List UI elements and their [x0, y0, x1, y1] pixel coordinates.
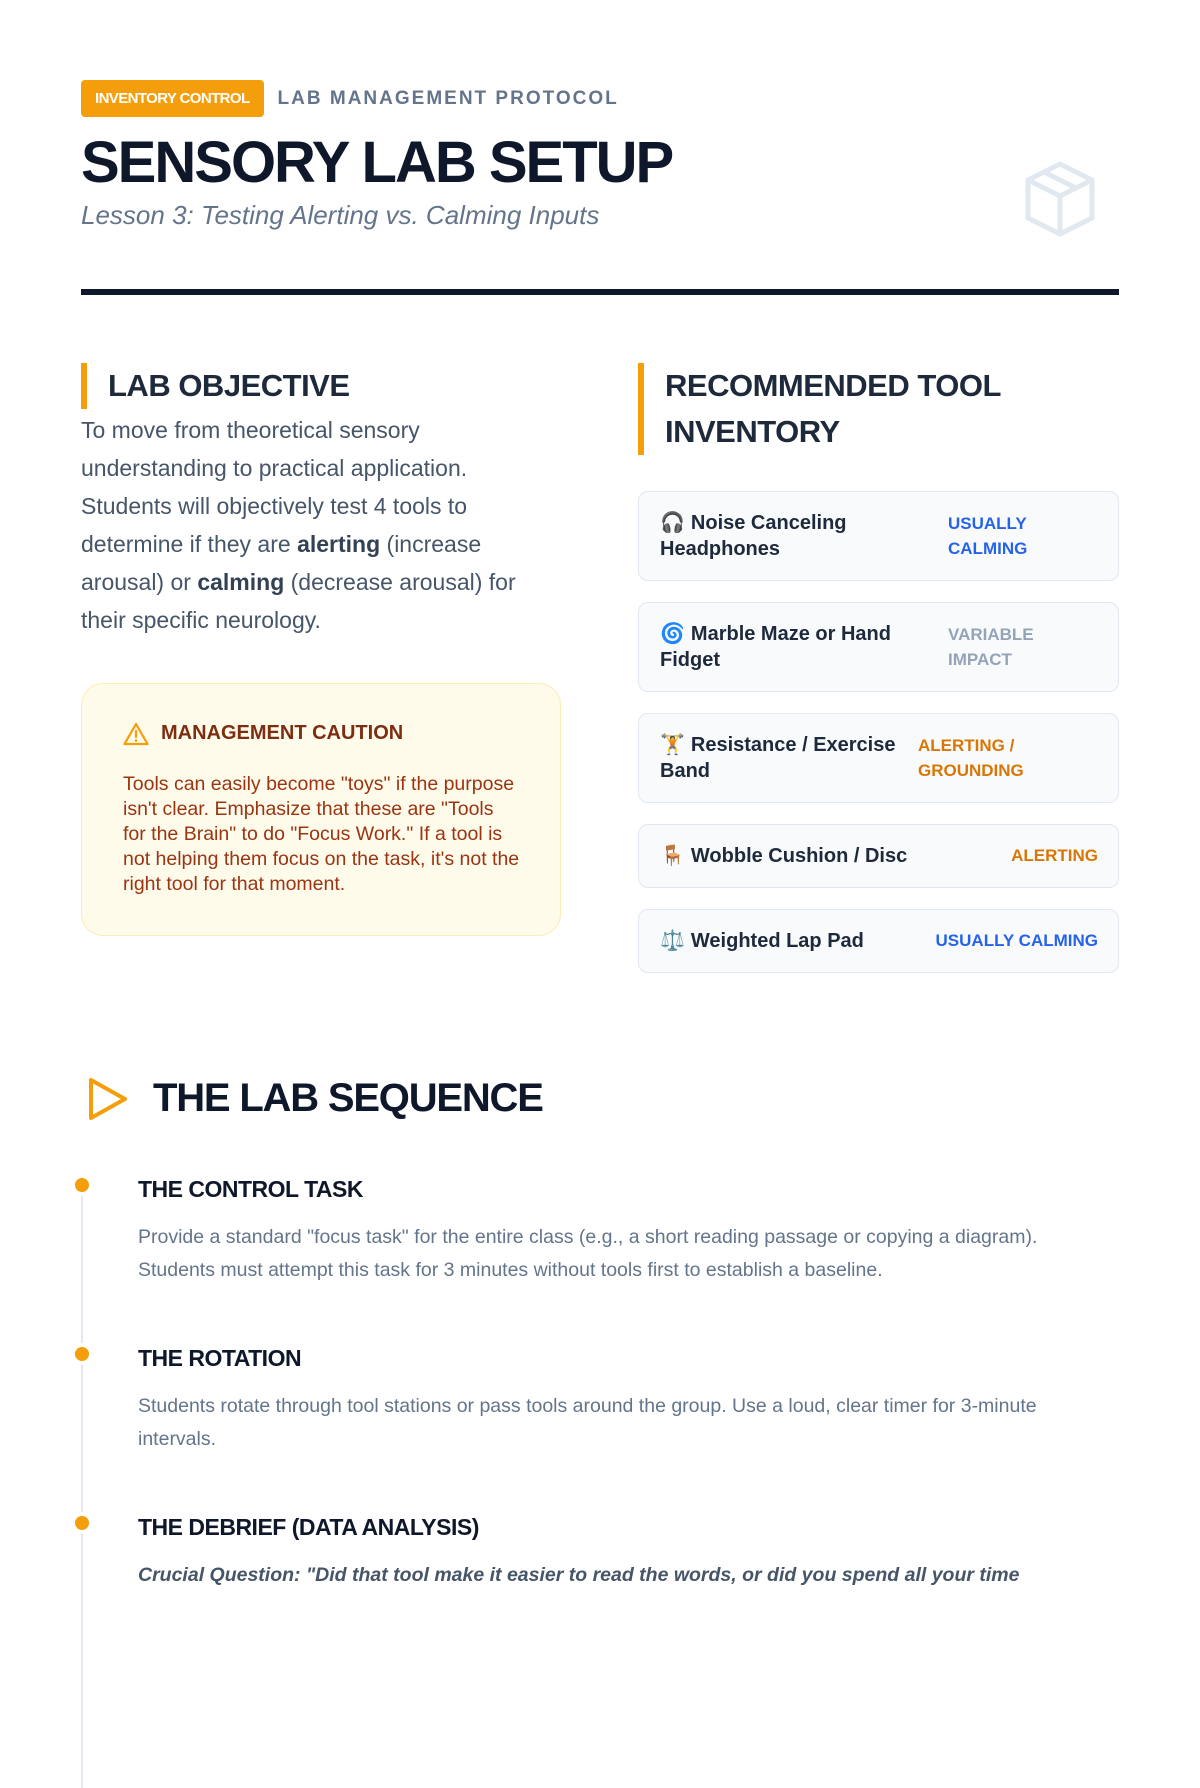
play-icon: [87, 1076, 129, 1122]
sequence-steps: [81, 1176, 1119, 1592]
tool-label: Wobble Cushion / Disc: [690, 844, 908, 867]
tool-effect-tag: ALERTING: [1011, 846, 1098, 866]
tool-list: [638, 491, 1119, 973]
tool-effect-tag: ALERTING / GROUNDING: [918, 735, 1024, 780]
sequence-step: [81, 1514, 1119, 1592]
inventory-heading: RECOMMENDED TOOL INVENTORY: [638, 363, 1119, 455]
tool-item: [638, 909, 1119, 973]
page-subtitle: Lesson 3: Testing Alerting vs. Calming Inputs: [81, 199, 600, 230]
warning-triangle-icon: [123, 722, 149, 746]
tool-icon: 🌀: [660, 622, 685, 645]
tool-effect-tag: VARIABLE IMPACT: [948, 624, 1034, 669]
caution-box: [81, 683, 561, 936]
tool-label: Marble Maze or Hand Fidget: [660, 622, 891, 671]
category-badge: INVENTORY CONTROL: [81, 80, 264, 117]
tool-effect-tag: USUALLY CALMING: [948, 513, 1028, 558]
tool-label: Resistance / Exercise Band: [660, 733, 896, 782]
tool-icon: 🪑: [660, 844, 685, 867]
inventory-column: [638, 363, 1119, 994]
step-title: THE CONTROL TASK: [138, 1175, 363, 1202]
tool-name: [660, 510, 910, 562]
tool-item: [638, 713, 1119, 803]
tool-label: Noise Canceling Headphones: [660, 511, 847, 560]
tool-name: [660, 843, 907, 869]
caution-text: Tools can easily become "toys" if the purpose isn't clear. Emphasize that these are "Tools for the Brain" to do "Focus Work." If a tool is not helping them focus on the task, it's not the right tool for that moment.: [123, 772, 520, 895]
step-title: THE DEBRIEF (DATA ANALYSIS): [138, 1513, 479, 1540]
timeline-dot: [75, 1178, 89, 1192]
two-column-section: [81, 363, 1119, 994]
tool-name: [660, 621, 910, 673]
sequence-step: [81, 1176, 1119, 1287]
tool-icon: 🏋: [660, 733, 685, 756]
step-description: Students rotate through tool stations or pass tools around the group. Use a loud, clear timer for 3-minute intervals.: [138, 1394, 1037, 1450]
sequence-step: [81, 1345, 1119, 1456]
tool-name: [660, 928, 864, 954]
tool-effect-tag: USUALLY CALMING: [935, 931, 1098, 951]
timeline-dot: [75, 1347, 89, 1361]
objective-heading: LAB OBJECTIVE: [81, 363, 561, 409]
tool-item: [638, 602, 1119, 692]
sequence-heading: THE LAB SEQUENCE: [153, 1076, 543, 1121]
objective-column: [81, 363, 561, 994]
objective-text: To move from theoretical sensory understanding to practical application. Students will objectively test 4 tools to determine if they are alerting (increase arousal) or calming (decrease arousal) for their specific neurology.: [81, 416, 516, 633]
header-divider: [81, 289, 1119, 295]
step-description: Crucial Question: "Did that tool make it easier to read the words, or did you spend all your time: [138, 1563, 1020, 1586]
sequence-header: [87, 1076, 1119, 1122]
step-title: THE ROTATION: [138, 1344, 302, 1371]
eyebrow: [81, 80, 1119, 117]
eyebrow-text: LAB MANAGEMENT PROTOCOL: [277, 87, 619, 109]
tool-icon: 🎧: [660, 511, 685, 534]
step-description: Provide a standard "focus task" for the entire class (e.g., a short reading passage or copying a diagram). Students must attempt this task for 3 minutes without tools first to establish a baseline.: [138, 1225, 1038, 1281]
tool-label: Weighted Lap Pad: [690, 929, 864, 952]
tool-item: [638, 824, 1119, 888]
tool-icon: ⚖️: [660, 929, 685, 952]
caution-header: [123, 722, 520, 746]
caution-heading: MANAGEMENT CAUTION: [161, 722, 404, 745]
tool-item: [638, 491, 1119, 581]
package-icon: [1024, 160, 1096, 238]
tool-name: [660, 732, 905, 784]
page-title: SENSORY LAB SETUP: [81, 130, 673, 195]
timeline-dot: [75, 1516, 89, 1530]
